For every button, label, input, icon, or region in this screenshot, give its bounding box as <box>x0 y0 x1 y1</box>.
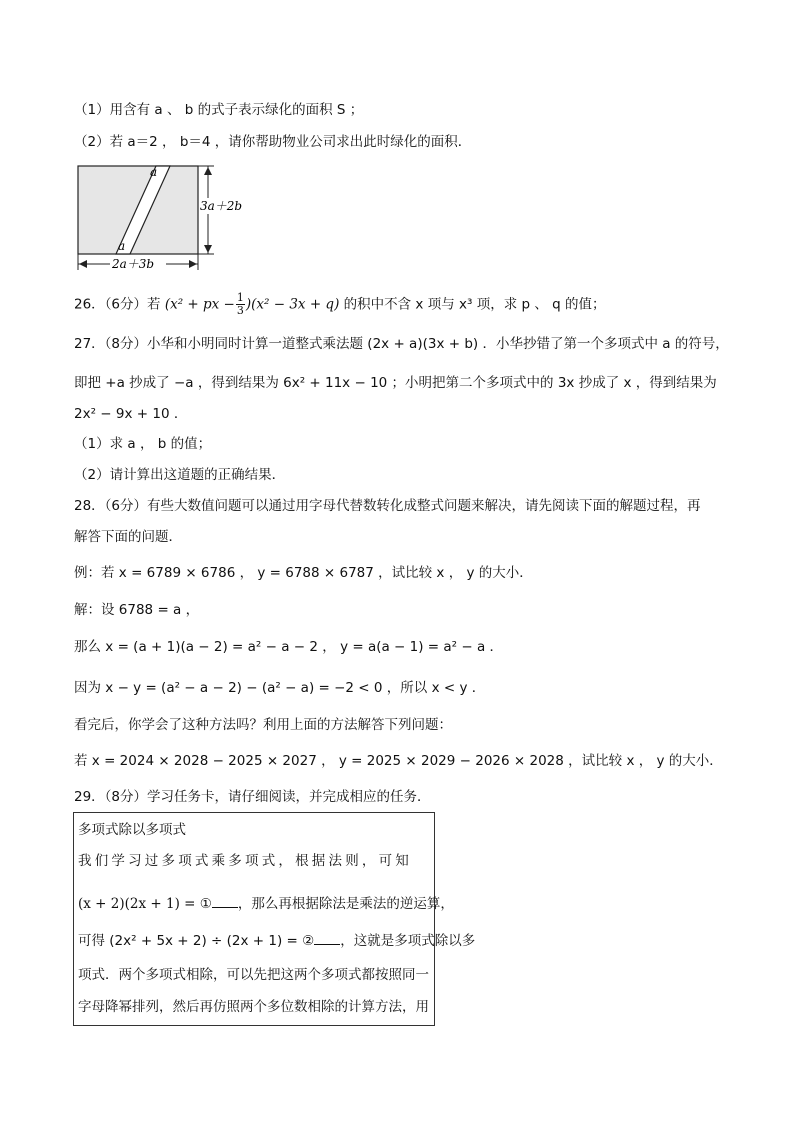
q26-lead: 若 <box>147 296 161 313</box>
card-line3-tail: ，这就是多项式除以多 <box>340 933 476 949</box>
q26-fraction <box>236 292 245 317</box>
q28-after: 看完后，你学会了这种方法吗？利用上面的方法解答下列问题： <box>74 717 452 733</box>
card-line2 <box>78 894 454 914</box>
q26-frac-den: 3 <box>236 304 244 317</box>
q26-expr-a: (x² + px − <box>164 296 235 313</box>
blank-2[interactable] <box>314 932 340 945</box>
q26-expr-b: )(x² − 3x + q) <box>245 296 340 313</box>
strip-label-top: a <box>150 165 158 179</box>
q28-line2: 解答下面的问题． <box>74 529 182 545</box>
q27-line3: 2x² − 9x + 10 ． <box>74 406 188 422</box>
height-label: 3a＋2b <box>200 199 243 213</box>
q28-task: 若 x = 2024 × 2028 − 2025 × 2027 ， y = 2025 × 2029 − 2026 × 2028 ，试比较 x ， y 的大小． <box>74 753 723 769</box>
q27-line1: 27．（8分）小华和小明同时计算一道整式乘法题 (2x + a)(3x + b) ．小华抄错了第一个多项式中 a 的符号， <box>74 336 729 352</box>
q29-line1: 29．（8分）学习任务卡，请仔细阅读，并完成相应的任务． <box>74 789 431 805</box>
strip-label-bottom: a <box>118 239 126 253</box>
height-arrow-bottom <box>204 245 212 253</box>
width-label: 2a＋3b <box>112 257 155 271</box>
q27-part1: （1）求 a ， b 的值； <box>74 436 212 452</box>
q26-score: （6分） <box>104 296 148 313</box>
card-title: 多项式除以多项式 <box>78 822 186 838</box>
q28-example: 例：若 x = 6789 × 6786 ， y = 6788 × 6787 ，试比较 x ， y 的大小． <box>74 565 533 581</box>
width-arrow-right <box>189 260 197 268</box>
card-line3-expr: 可得 (2x² + 5x + 2) ÷ (2x + 1) = ② <box>78 933 315 949</box>
card-line4: 项式．两个多项式相除，可以先把这两个多项式都按照同一 <box>78 967 429 983</box>
task-card <box>73 812 476 1026</box>
blank-1[interactable] <box>212 895 238 908</box>
q26-number: 26． <box>74 296 105 313</box>
card-line5: 字母降幂排列，然后再仿照两个多位数相除的计算方法，用 <box>78 999 429 1015</box>
height-arrow-top <box>204 167 212 175</box>
card-line2-tail: ，那么再根据除法是乘法的逆运算， <box>237 896 454 912</box>
q25-part1: （1）用含有 a 、 b 的式子表示绿化的面积 S ； <box>74 102 364 118</box>
card-line3 <box>78 931 475 951</box>
q26-frac-num: 1 <box>236 291 244 304</box>
width-arrow-left <box>79 260 87 268</box>
q28-step2: 因为 x − y = (a² − a − 2) − (a² − a) = −2 < 0 ，所以 x < y ． <box>74 680 486 696</box>
card-line1: 我们学习过多项式乘多项式，根据法则，可知 <box>78 853 412 869</box>
q26-tail: 的积中不含 x 项与 x³ 项，求 p 、 q 的值； <box>343 296 606 313</box>
card-line2-expr: (x + 2)(2x + 1) = ① <box>78 896 212 912</box>
q25-part2: （2）若 a＝2 ， b＝4 ，请你帮助物业公司求出此时绿化的面积． <box>74 134 472 150</box>
q27-line2: 即把 +a 抄成了 −a ，得到结果为 6x² + 11x − 10 ；小明把第二个多项式中的 3x 抄成了 x ，得到结果为 <box>74 375 717 391</box>
q28-line1: 28．（6分）有些大数值问题可以通过用字母代替数转化成整式问题来解决，请先阅读下面的解题过程，再 <box>74 498 701 514</box>
q27-part2: （2）请计算出这道题的正确结果． <box>74 467 286 483</box>
q28-solution: 解：设 6788 = a ， <box>74 602 200 618</box>
green-area-figure <box>74 160 254 272</box>
q28-step1: 那么 x = (a + 1)(a − 2) = a² − a − 2 ， y = a(a − 1) = a² − a ． <box>74 639 504 655</box>
q26-question <box>74 292 606 317</box>
